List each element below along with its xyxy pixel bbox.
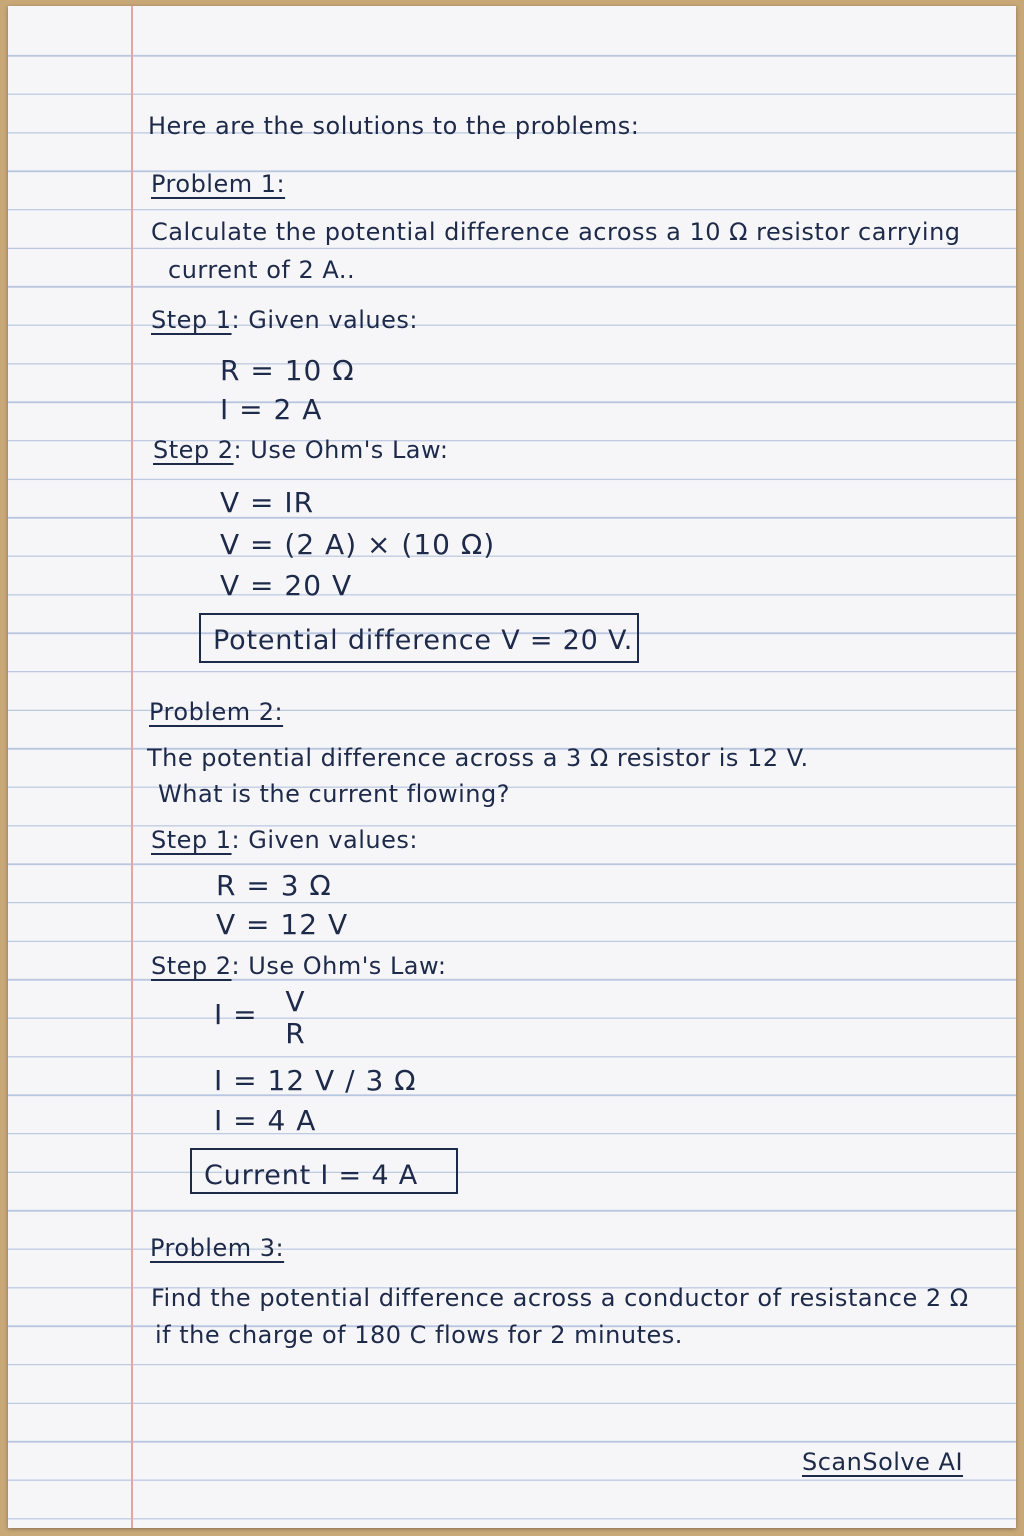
problem-1-given-r: R = 10 Ω — [220, 354, 355, 387]
problem-1-step-2 — [153, 436, 448, 464]
problem-1-heading: Problem 1: — [151, 170, 286, 198]
problem-1-step-1 — [151, 306, 418, 334]
problem-1-work-line-1: V = IR — [220, 486, 315, 519]
fraction-numerator: V — [285, 985, 305, 1018]
problem-3-statement-line-1: Find the potential difference across a conductor of resistance 2 Ω — [151, 1284, 969, 1312]
step-label: Step 2 — [151, 952, 232, 980]
step-text: : Use Ohm's Law: — [233, 436, 449, 464]
problem-2-heading: Problem 2: — [149, 698, 284, 726]
problem-2-answer-box: Current I = 4 A — [190, 1148, 458, 1194]
step-text: : Given values: — [231, 826, 418, 854]
problem-2-work-line-1: I = 12 V / 3 Ω — [214, 1064, 417, 1097]
intro-text: Here are the solutions to the problems: — [148, 112, 640, 140]
problem-1-statement-line-2: current of 2 A.. — [168, 256, 356, 284]
problem-2-step-1 — [151, 826, 418, 854]
problem-2-given-r: R = 3 Ω — [216, 869, 332, 902]
problem-2-given-v: V = 12 V — [216, 908, 349, 941]
problem-2-step-2 — [151, 952, 446, 980]
problem-1-statement-line-1: Calculate the potential difference across a 10 Ω resistor carrying — [151, 218, 961, 246]
step-label: Step 1 — [151, 826, 232, 854]
problem-1-given-i: I = 2 A — [220, 393, 323, 426]
margin-line — [131, 6, 133, 1528]
step-label: Step 1 — [151, 306, 232, 334]
problem-2-statement-line-2: What is the current flowing? — [158, 780, 510, 808]
step-text: : Use Ohm's Law: — [231, 952, 447, 980]
problem-1-work-line-3: V = 20 V — [220, 569, 353, 602]
problem-3-heading: Problem 3: — [150, 1234, 285, 1262]
step-text: : Given values: — [231, 306, 418, 334]
step-label: Step 2 — [153, 436, 234, 464]
problem-3-statement-line-2: if the charge of 180 C flows for 2 minutes. — [155, 1321, 683, 1349]
watermark: ScanSolve AI — [802, 1448, 964, 1476]
problem-2-formula-fraction — [280, 986, 310, 1050]
fraction-denominator: R — [285, 1017, 305, 1050]
problem-2-formula-lhs: I = — [214, 998, 258, 1031]
problem-1-answer-box: Potential difference V = 20 V. — [199, 613, 639, 663]
problem-2-statement-line-1: The potential difference across a 3 Ω resistor is 12 V. — [147, 744, 809, 772]
problem-2-work-line-2: I = 4 A — [214, 1104, 317, 1137]
problem-1-work-line-2: V = (2 A) × (10 Ω) — [220, 528, 496, 561]
notebook-paper — [8, 6, 1016, 1528]
